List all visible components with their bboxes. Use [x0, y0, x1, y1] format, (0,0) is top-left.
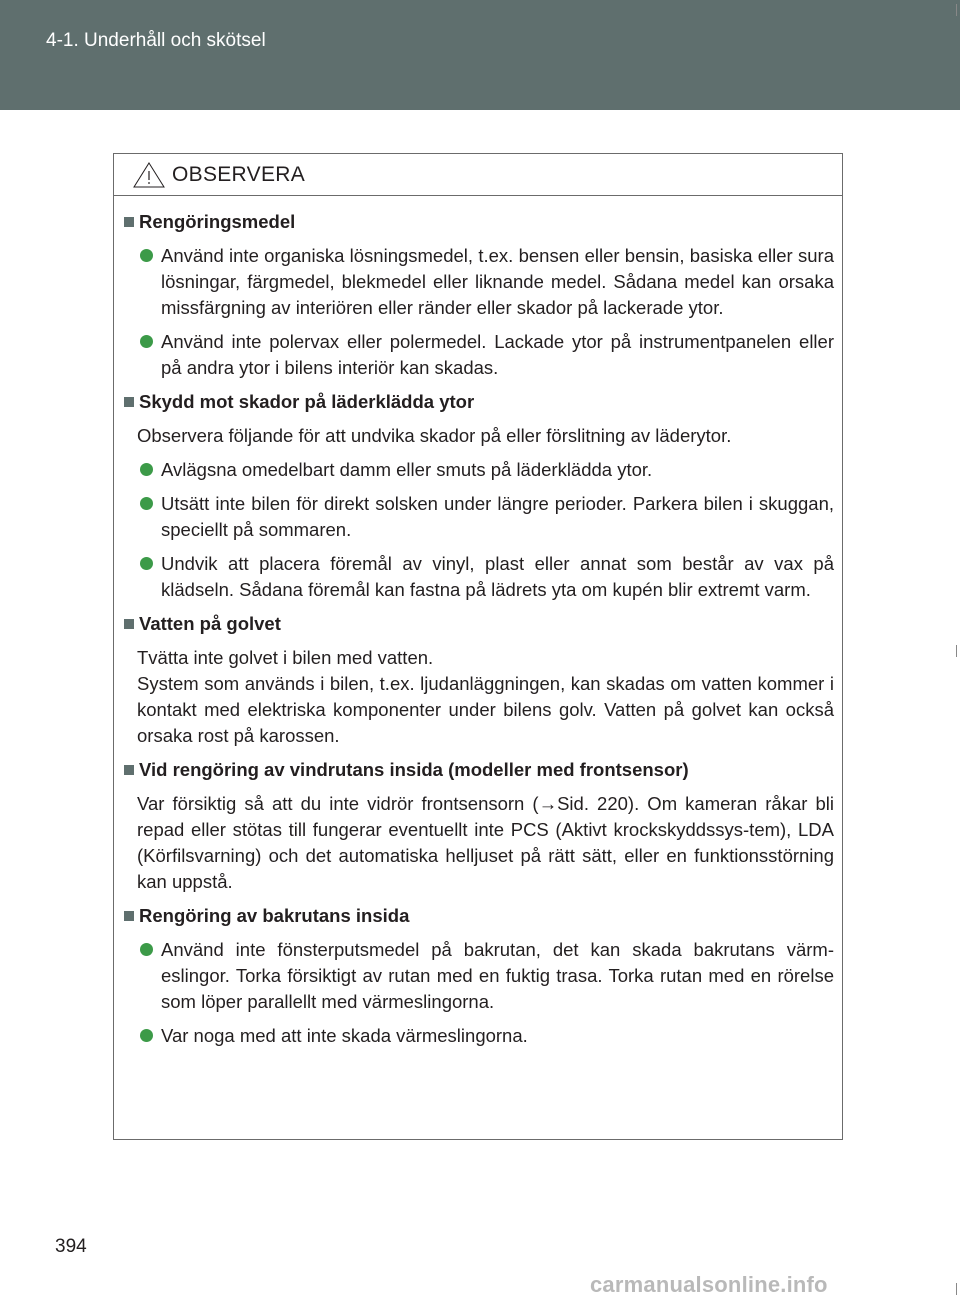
caution-section: [124, 757, 834, 895]
bullet-item: [140, 329, 834, 381]
caution-box: [113, 153, 843, 1140]
circle-bullet-icon: [140, 249, 153, 262]
section-heading-text: Vatten på golvet: [139, 613, 281, 634]
section-heading: [124, 209, 834, 235]
bullet-text: Använd inte fönsterputsmedel på bakrutan, det kan skada bakrutans värm-eslingor. Torka försiktigt av rutan med en fuktig trasa. Torka rutan med en rörelse som löper parallellt med värmeslingorna.: [161, 939, 834, 1012]
caution-section: [124, 903, 834, 1049]
section-heading: [124, 903, 834, 929]
section-heading-text: Vid rengöring av vindrutans insida (modeller med frontsensor): [139, 759, 689, 780]
square-bullet-icon: [124, 765, 134, 775]
bullet-item: [140, 551, 834, 603]
caution-header: [114, 154, 842, 196]
circle-bullet-icon: [140, 1029, 153, 1042]
crop-mark: [956, 4, 957, 16]
square-bullet-icon: [124, 619, 134, 629]
section-heading: [124, 389, 834, 415]
circle-bullet-icon: [140, 557, 153, 570]
caution-section: [124, 209, 834, 381]
circle-bullet-icon: [140, 943, 153, 956]
paragraph: Observera följande för att undvika skador på eller förslitning av läderytor.: [137, 425, 732, 446]
circle-bullet-icon: [140, 463, 153, 476]
bullet-item: [140, 243, 834, 321]
page-number: 394: [55, 1236, 87, 1257]
circle-bullet-icon: [140, 335, 153, 348]
crop-mark: [956, 645, 957, 657]
bullet-item: [140, 1023, 834, 1049]
bullet-item: [140, 491, 834, 543]
bullet-text: Utsätt inte bilen för direkt solsken under längre perioder. Parkera bilen i skuggan, speciellt på sommaren.: [161, 493, 834, 540]
section-heading: [124, 757, 834, 783]
section-title: 4-1. Underhåll och skötsel: [46, 30, 266, 51]
watermark: carmanualsonline.info: [590, 1272, 828, 1297]
bullet-text: Var noga med att inte skada värmeslingorna.: [161, 1025, 528, 1046]
bullet-text: Använd inte organiska lösningsmedel, t.ex. bensen eller bensin, basiska eller sura lösningar, färgmedel, blekmedel eller liknande medel. Sådana medel kan orsaka missfärgning av interiören eller ränder eller skador på lackerade ytor.: [161, 245, 834, 318]
section-heading: [124, 611, 834, 637]
caution-section: [124, 389, 834, 603]
caution-section: [124, 611, 834, 749]
square-bullet-icon: [124, 911, 134, 921]
paragraph: Var försiktig så att du inte vidrör frontsensorn (→Sid. 220). Om kameran råkar bli repad eller stötas till fungerar eventuellt inte PCS (Aktivt krockskyddssys-tem), LDA (Körfilsvarning) och det automatiska helljuset på rätt sätt, eller en funktionsstörning kan uppstå.: [137, 793, 834, 892]
bullet-text: Använd inte polervax eller polermedel. Lackade ytor på instrumentpanelen eller på andra ytor i bilens interiör kan skadas.: [161, 331, 834, 378]
circle-bullet-icon: [140, 497, 153, 510]
caution-title: OBSERVERA: [172, 162, 306, 186]
crop-mark: [956, 1283, 957, 1295]
bullet-text: Avlägsna omedelbart damm eller smuts på läderklädda ytor.: [161, 459, 653, 480]
section-heading-text: Rengöringsmedel: [139, 211, 296, 232]
paragraph: Tvätta inte golvet i bilen med vatten. System som används i bilen, t.ex. ljudanläggningen, kan skadas om vatten kommer i kontakt med elektriska komponenter under bilens golv. Vatten på golvet kan också orsaka rost på karossen.: [137, 647, 834, 746]
bullet-text: Undvik att placera föremål av vinyl, plast eller annat som består av vax på klädseln. Sådana föremål kan fastna på lädrets yta om kupén blir extremt varm.: [161, 553, 834, 600]
caution-body: [114, 196, 842, 1049]
warning-triangle-icon: [132, 161, 166, 189]
header-band: [0, 0, 960, 110]
bullet-item: [140, 457, 834, 483]
square-bullet-icon: [124, 217, 134, 227]
square-bullet-icon: [124, 397, 134, 407]
bullet-item: [140, 937, 834, 1015]
section-heading-text: Skydd mot skador på läderklädda ytor: [139, 391, 475, 412]
section-heading-text: Rengöring av bakrutans insida: [139, 905, 410, 926]
